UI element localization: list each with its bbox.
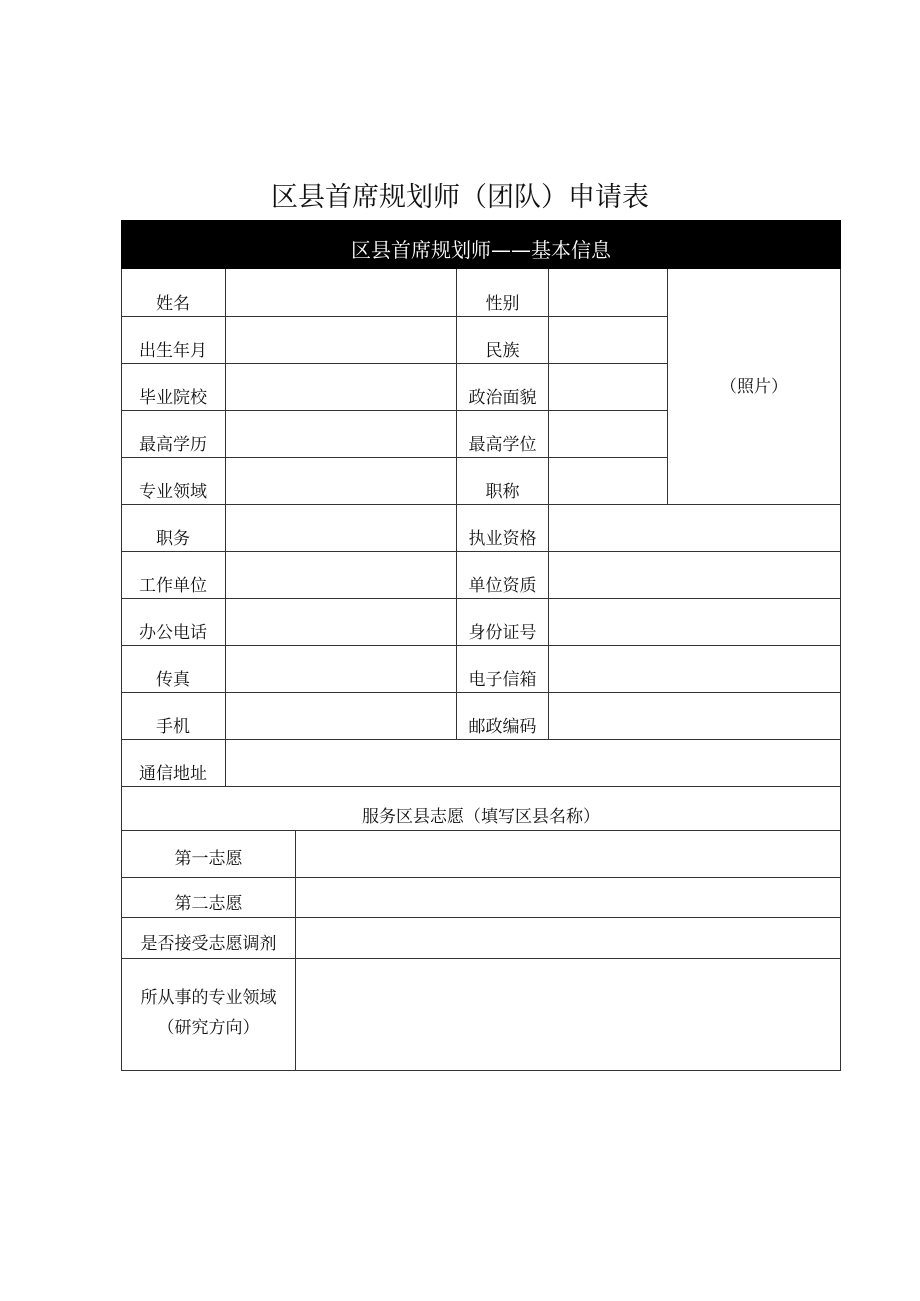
input-ethnicity[interactable] [549, 316, 667, 363]
label-highest-degree: 最高学位 [468, 435, 537, 455]
input-mobile[interactable] [226, 692, 456, 739]
input-second-choice[interactable] [296, 878, 840, 917]
grid-row-line [121, 917, 841, 918]
photo-label: （照片） [720, 377, 788, 397]
input-professional-title[interactable] [549, 457, 667, 504]
input-gender[interactable] [549, 269, 667, 316]
input-specialty-field[interactable] [226, 457, 456, 504]
label-unit-qualification: 单位资质 [468, 576, 537, 596]
input-accept-adjustment[interactable] [296, 918, 840, 958]
grid-divider-col1 [225, 269, 226, 787]
input-position[interactable] [226, 504, 456, 551]
specialty-label-line1: 所从事的专业领域 [140, 987, 277, 1008]
label-postal-code: 邮政编码 [468, 717, 537, 737]
label-mobile: 手机 [156, 717, 190, 737]
input-postal-code[interactable] [549, 692, 840, 739]
grid-row-line [121, 316, 668, 317]
photo-placeholder[interactable] [668, 269, 840, 504]
table-border-right [840, 269, 841, 1071]
section-header-basic-info: 区县首席规划师——基本信息 [121, 220, 841, 269]
input-work-unit[interactable] [226, 551, 456, 598]
grid-row-line [121, 363, 668, 364]
grid-divider-lower [295, 830, 296, 1071]
table-border-left [121, 269, 122, 1071]
grid-row-line [121, 551, 841, 552]
input-highest-degree[interactable] [549, 410, 667, 457]
table-border-bottom [121, 1070, 841, 1071]
input-name[interactable] [226, 269, 456, 316]
label-name: 姓名 [156, 294, 190, 314]
label-office-phone: 办公电话 [139, 623, 207, 643]
label-gender: 性别 [485, 294, 520, 314]
form-title: 区县首席规划师（团队）申请表 [271, 182, 649, 213]
input-office-phone[interactable] [226, 598, 456, 645]
label-second-choice: 第二志愿 [174, 894, 243, 914]
grid-row-line [121, 645, 841, 646]
input-fax[interactable] [226, 645, 456, 692]
grid-row-line [121, 598, 841, 599]
input-first-choice[interactable] [296, 831, 840, 877]
grid-divider-photo [667, 269, 668, 504]
input-birth-date[interactable] [226, 316, 456, 363]
label-mailing-address: 通信地址 [139, 764, 207, 784]
label-position: 职务 [156, 529, 190, 549]
input-id-number[interactable] [549, 598, 840, 645]
input-email[interactable] [549, 645, 840, 692]
input-practice-qualification[interactable] [549, 504, 840, 551]
input-political-status[interactable] [549, 363, 667, 410]
label-birth-date: 出生年月 [139, 341, 207, 361]
grid-row-line [121, 830, 841, 831]
label-practice-qualification: 执业资格 [468, 529, 537, 549]
label-work-unit: 工作单位 [139, 576, 207, 596]
label-highest-education: 最高学历 [139, 435, 207, 455]
input-specialty-research[interactable] [296, 959, 840, 1070]
label-accept-adjustment: 是否接受志愿调剂 [140, 933, 277, 954]
specialty-label-line2: （研究方向） [157, 1017, 260, 1038]
grid-row-line [121, 410, 668, 411]
input-graduated-school[interactable] [226, 363, 456, 410]
label-fax: 传真 [156, 670, 190, 690]
grid-row-line [121, 739, 841, 740]
label-graduated-school: 毕业院校 [139, 388, 207, 408]
grid-row-line [121, 504, 841, 505]
grid-row-line [121, 786, 841, 787]
label-first-choice: 第一志愿 [174, 848, 243, 869]
service-district-header: 服务区县志愿（填写区县名称） [362, 807, 600, 827]
grid-row-line [121, 877, 841, 878]
label-ethnicity: 民族 [485, 341, 520, 361]
label-professional-title: 职称 [485, 482, 520, 502]
label-specialty-field: 专业领域 [139, 482, 207, 502]
input-mailing-address[interactable] [226, 739, 840, 786]
label-id-number: 身份证号 [468, 623, 537, 643]
grid-row-line [121, 958, 841, 959]
label-email: 电子信箱 [468, 670, 537, 690]
input-unit-qualification[interactable] [549, 551, 840, 598]
label-specialty-research [122, 959, 295, 1070]
grid-row-line [121, 692, 841, 693]
input-highest-education[interactable] [226, 410, 456, 457]
label-political-status: 政治面貌 [468, 388, 537, 408]
grid-row-line [121, 457, 668, 458]
